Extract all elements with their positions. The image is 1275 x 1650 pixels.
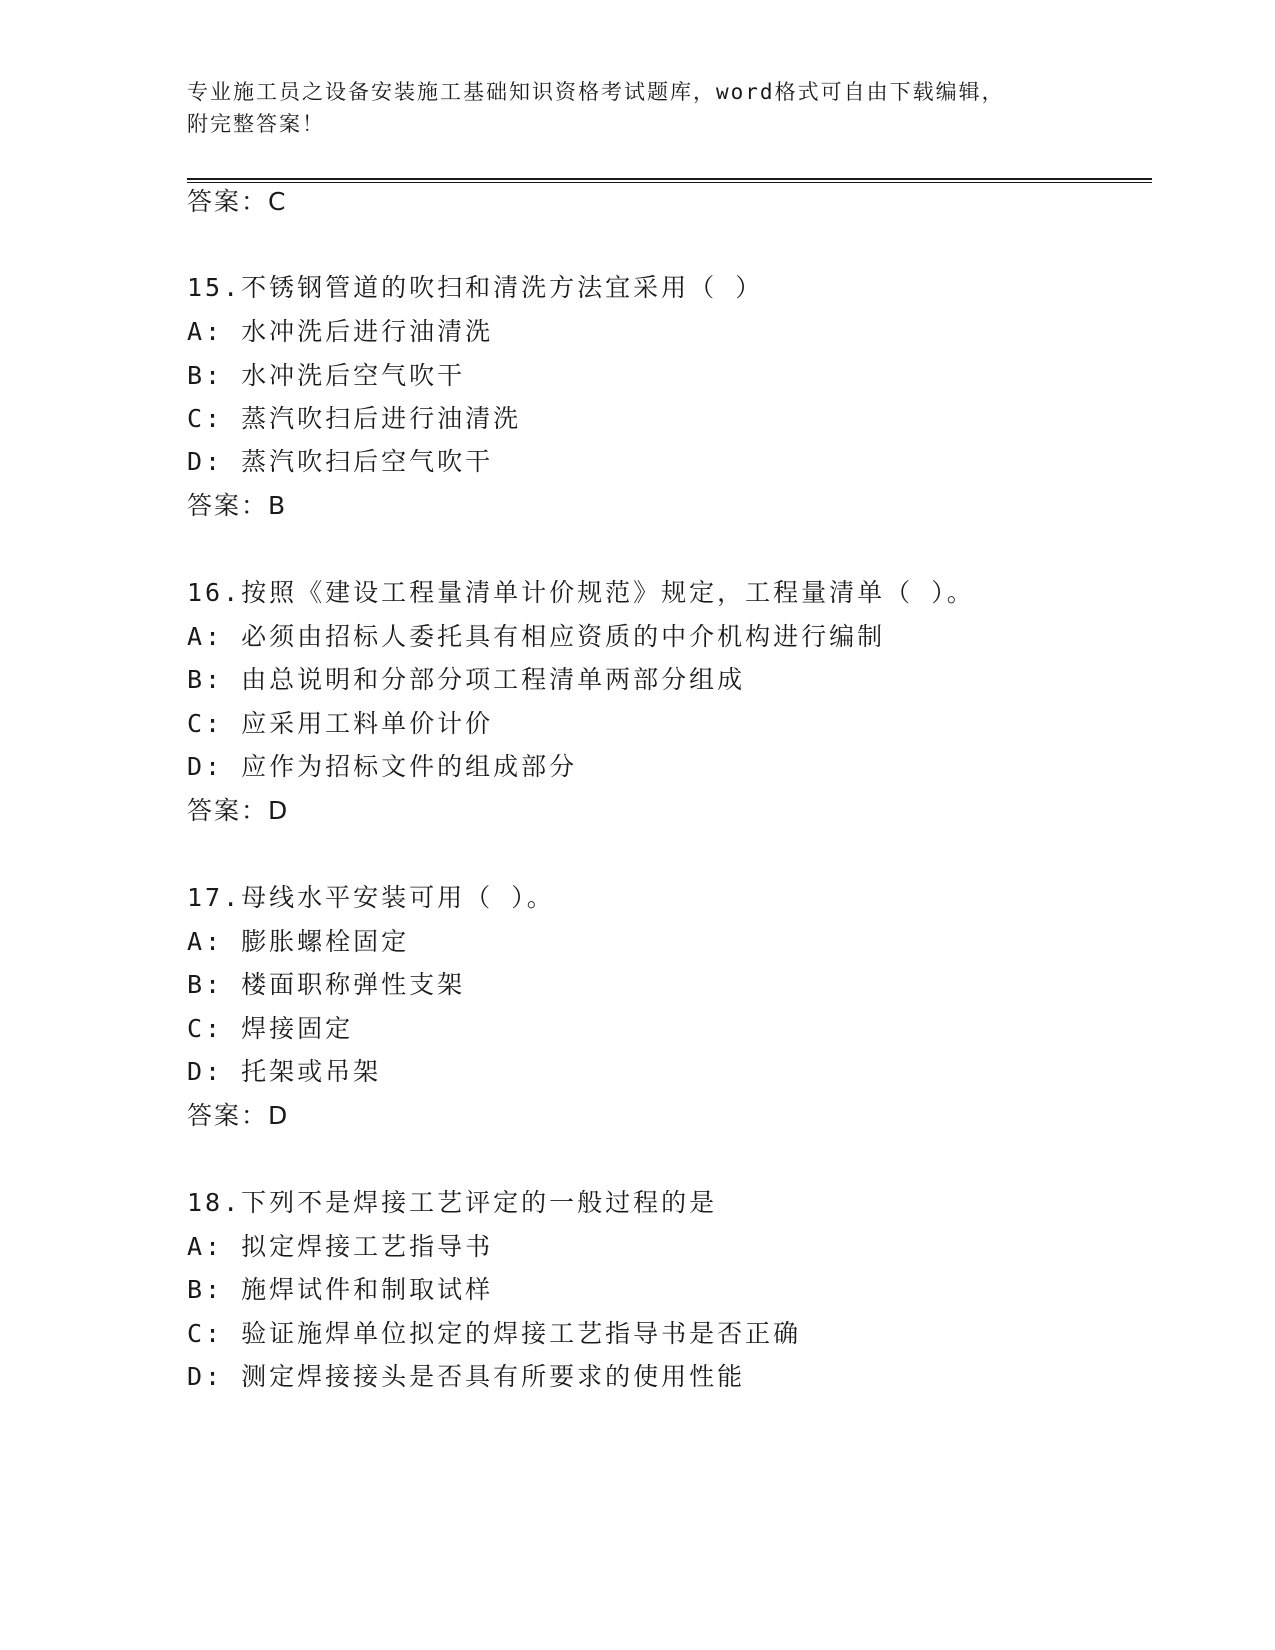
document-header (187, 76, 1067, 140)
question-18-option-b: B: 施焊试件和制取试样 (187, 1275, 494, 1304)
question-17-option-d: D: 托架或吊架 (187, 1057, 382, 1086)
question-15-answer: 答案：B (187, 491, 288, 520)
question-18-option-a: A: 拟定焊接工艺指导书 (187, 1232, 494, 1261)
question-17-answer: 答案：D (187, 1101, 290, 1130)
question-16-option-c: C: 应采用工料单价计价 (187, 709, 494, 738)
question-18-option-d: D: 测定焊接接头是否具有所要求的使用性能 (187, 1362, 746, 1391)
answer-14: 答案：C (187, 187, 288, 216)
question-16-option-a: A: 必须由招标人委托具有相应资质的中介机构进行编制 (187, 622, 886, 651)
question-17-option-a: A: 膨胀螺栓固定 (187, 927, 410, 956)
question-18-option-c: C: 验证施焊单位拟定的焊接工艺指导书是否正确 (187, 1319, 802, 1348)
header-title-line-1: 专业施工员之设备安装施工基础知识资格考试题库，word格式可自由下载编辑， (187, 80, 1005, 104)
question-17-text: 17.母线水平安装可用（ ）。 (187, 883, 555, 912)
question-16-text: 16.按照《建设工程量清单计价规范》规定，工程量清单（ ）。 (187, 578, 975, 607)
header-divider (187, 178, 1152, 183)
question-16-option-d: D: 应作为招标文件的组成部分 (187, 752, 578, 781)
question-15-option-b: B: 水冲洗后空气吹干 (187, 361, 466, 390)
question-18-text: 18.下列不是焊接工艺评定的一般过程的是 (187, 1188, 718, 1217)
question-17-option-c: C: 焊接固定 (187, 1014, 354, 1043)
question-15-text: 15.不锈钢管道的吹扫和清洗方法宜采用（ ） (187, 273, 764, 302)
question-15-option-d: D: 蒸汽吹扫后空气吹干 (187, 447, 494, 476)
question-16-option-b: B: 由总说明和分部分项工程清单两部分组成 (187, 665, 746, 694)
question-16-answer: 答案：D (187, 796, 290, 825)
question-15-option-c: C: 蒸汽吹扫后进行油清洗 (187, 404, 522, 433)
question-15-option-a: A: 水冲洗后进行油清洗 (187, 317, 494, 346)
question-17-option-b: B: 楼面职称弹性支架 (187, 970, 466, 999)
header-title-line-2: 附完整答案！ (187, 112, 325, 136)
